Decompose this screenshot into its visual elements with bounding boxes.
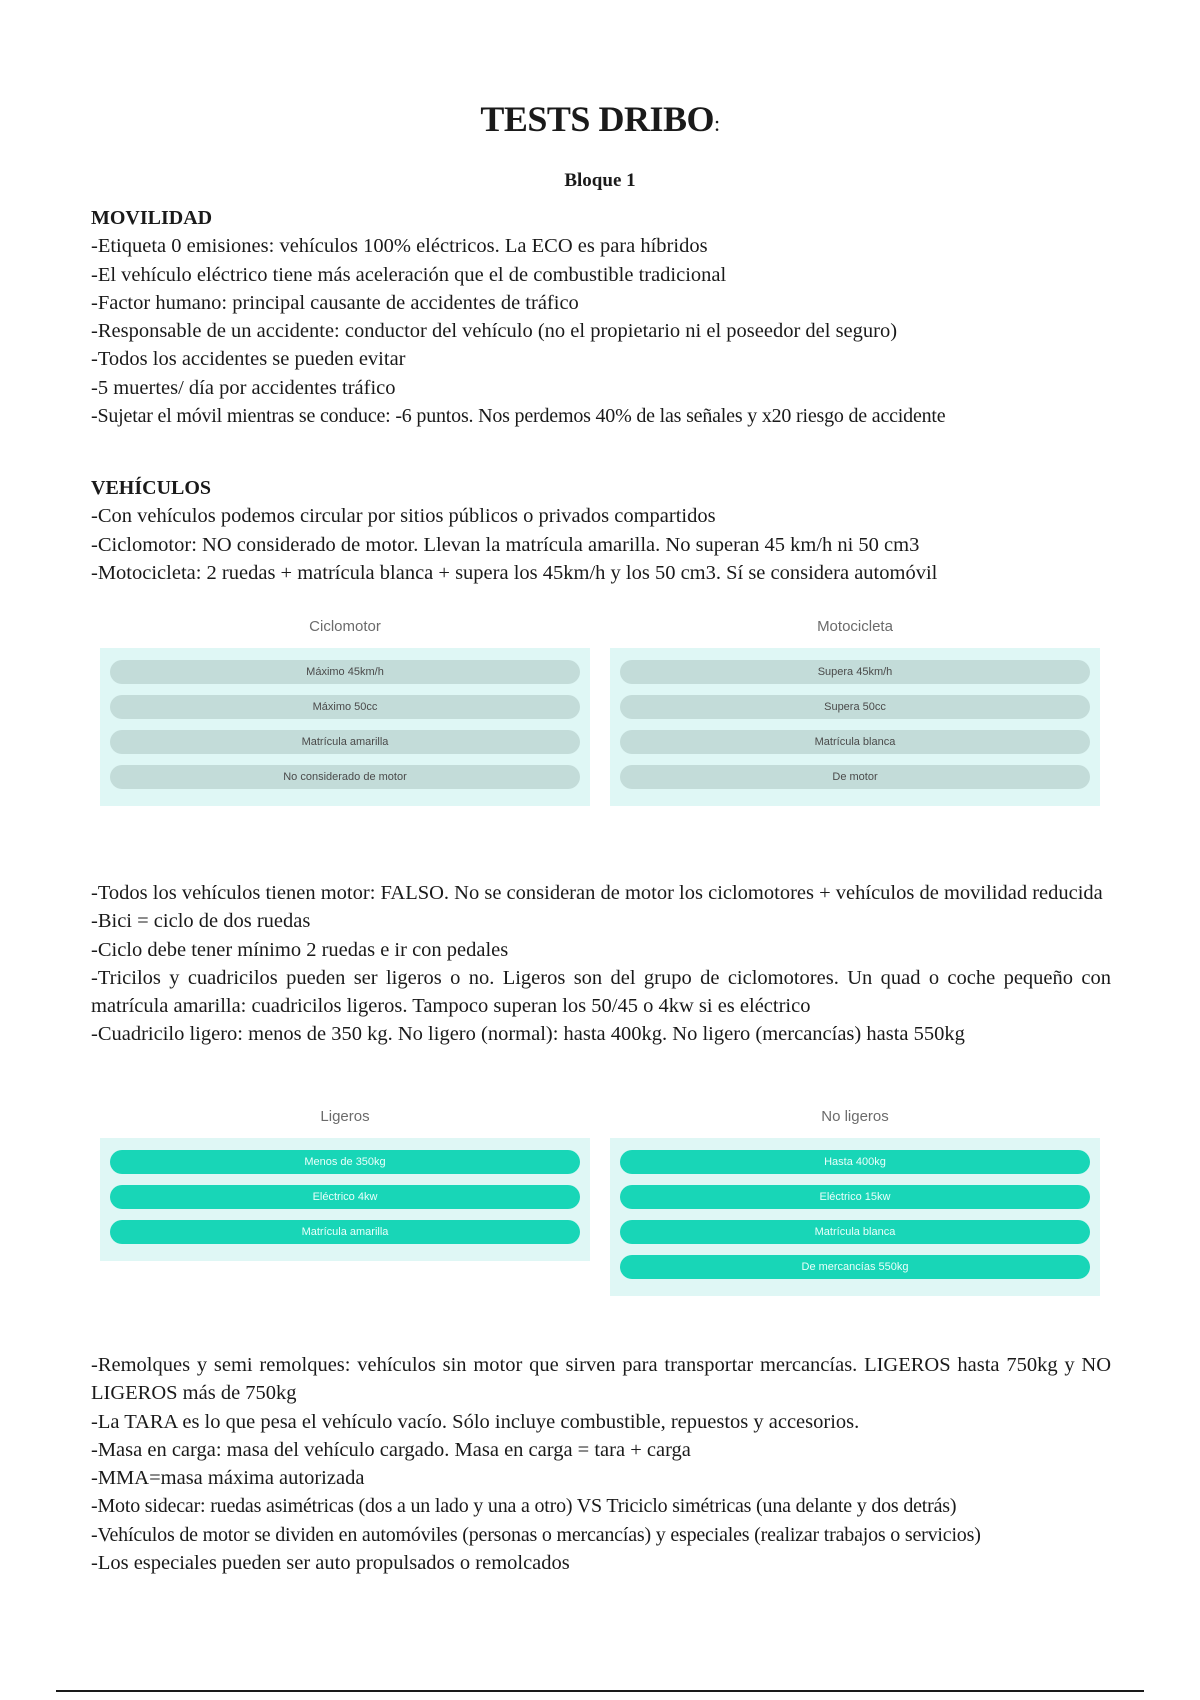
vehiculos-line: -Motocicleta: 2 ruedas + matrícula blanca + supera los 45km/h y los 50 cm3. Sí se considera automóvil: [91, 561, 938, 584]
section-2-line: -Ciclo debe tener mínimo 2 ruedas e ir con pedales: [91, 938, 509, 961]
no-ligeros-item: Matrícula blanca: [620, 1220, 1090, 1244]
section-2-line: -Bici = ciclo de dos ruedas: [91, 910, 311, 933]
movilidad-line: -El vehículo eléctrico tiene más aceleración que el de combustible tradicional: [91, 263, 727, 286]
movilidad-line: -Responsable de un accidente: conductor del vehículo (no el propietario ni el poseedor del seguro): [91, 320, 898, 343]
ligeros-item: Matrícula amarilla: [110, 1220, 580, 1244]
movilidad-line: -Todos los accidentes se pueden evitar: [91, 348, 406, 371]
ciclomotor-item: Máximo 45km/h: [110, 660, 580, 684]
motocicleta-item: De motor: [620, 765, 1090, 789]
motocicleta-item: Supera 45km/h: [620, 660, 1090, 684]
section-3-text: [91, 1351, 1111, 1577]
no-ligeros-item: Hasta 400kg: [620, 1150, 1090, 1174]
vehiculos-line: -Ciclomotor: NO considerado de motor. Llevan la matrícula amarilla. No superan 45 km/h ni 50 cm3: [91, 533, 920, 556]
section-3-line: -La TARA es lo que pesa el vehículo vacío. Sólo incluye combustible, repuestos y accesorios.: [91, 1410, 860, 1433]
movilidad-line: -Sujetar el móvil mientras se conduce: -6 puntos. Nos perdemos 40% de las señales y x20 riesgo de accidente: [91, 405, 946, 428]
ciclomotor-item: Máximo 50cc: [110, 695, 580, 719]
footer-divider: [56, 1690, 1144, 1692]
motocicleta-item: Matrícula blanca: [620, 730, 1090, 754]
page-title-colon: :: [713, 111, 720, 136]
ciclomotor-item: Matrícula amarilla: [110, 730, 580, 754]
motocicleta-title: Motocicleta: [817, 618, 893, 635]
no-ligeros-panel: [610, 1138, 1100, 1296]
ciclomotor-title: Ciclomotor: [309, 618, 381, 635]
section-2-line: -Todos los vehículos tienen motor: FALSO. No se consideran de motor los ciclomotores + vehículos de movilidad reducida: [91, 882, 1103, 904]
vehiculos-heading: VEHÍCULOS: [91, 477, 212, 499]
movilidad-line: -5 muertes/ día por accidentes tráfico: [91, 376, 396, 399]
section-2-text: [91, 879, 1111, 1049]
page-title-text: TESTS DRIBO: [480, 99, 714, 139]
ligeros-item: Menos de 350kg: [110, 1150, 580, 1174]
section-3-line: -Los especiales pueden ser auto propulsados o remolcados: [91, 1552, 570, 1575]
section-3-line: -Moto sidecar: ruedas asimétricas (dos a un lado y una a otro) VS Triciclo simétricas (una delante y dos detrás): [91, 1495, 957, 1518]
ligeros-title: Ligeros: [320, 1108, 370, 1125]
page-subtitle: Bloque 1: [564, 170, 636, 191]
section-3-line: -Masa en carga: masa del vehículo cargado. Masa en carga = tara + carga: [91, 1438, 691, 1461]
section-3-line: -Remolques y semi remolques: vehículos sin motor que sirven para transportar mercancías. LIGEROS hasta 750kg y NO LIGEROS más de 750kg: [91, 1354, 1111, 1405]
vehiculos-line: -Con vehículos podemos circular por sitios públicos o privados compartidos: [91, 505, 716, 528]
no-ligeros-item: De mercancías 550kg: [620, 1255, 1090, 1279]
section-3-line: -MMA=masa máxima autorizada: [91, 1467, 365, 1490]
movilidad-heading: MOVILIDAD: [91, 207, 213, 229]
motocicleta-panel: [610, 648, 1100, 806]
section-2-line: -Cuadricilo ligero: menos de 350 kg. No ligero (normal): hasta 400kg. No ligero (mercancías) hasta 550kg: [91, 1023, 965, 1046]
page-title: [0, 98, 1200, 140]
movilidad-section: [91, 204, 1111, 430]
ligeros-vs-no-ligeros-diagram: [100, 1102, 1110, 1302]
ligeros-item: Eléctrico 4kw: [110, 1185, 580, 1209]
no-ligeros-title: No ligeros: [821, 1108, 889, 1125]
motocicleta-item: Supera 50cc: [620, 695, 1090, 719]
section-3-line: -Vehículos de motor se dividen en automóviles (personas o mercancías) y especiales (realizar trabajos o servicios): [91, 1523, 981, 1546]
vehiculos-section: [91, 474, 1111, 587]
movilidad-line: -Etiqueta 0 emisiones: vehículos 100% eléctricos. La ECO es para híbridos: [91, 235, 708, 258]
ciclomotor-panel: [100, 648, 590, 806]
ligeros-panel: [100, 1138, 590, 1261]
ciclomotor-item: No considerado de motor: [110, 765, 580, 789]
no-ligeros-item: Eléctrico 15kw: [620, 1185, 1090, 1209]
movilidad-line: -Factor humano: principal causante de accidentes de tráfico: [91, 291, 579, 314]
section-2-line: -Tricilos y cuadricilos pueden ser ligeros o no. Ligeros son del grupo de ciclomotores. Un quad o coche pequeño con matrícula amarilla: cuadricilos ligeros. Tampoco superan los 50/45 o 4kw si es eléctrico: [91, 966, 1111, 1018]
ciclomotor-vs-motocicleta-diagram: [100, 612, 1110, 812]
